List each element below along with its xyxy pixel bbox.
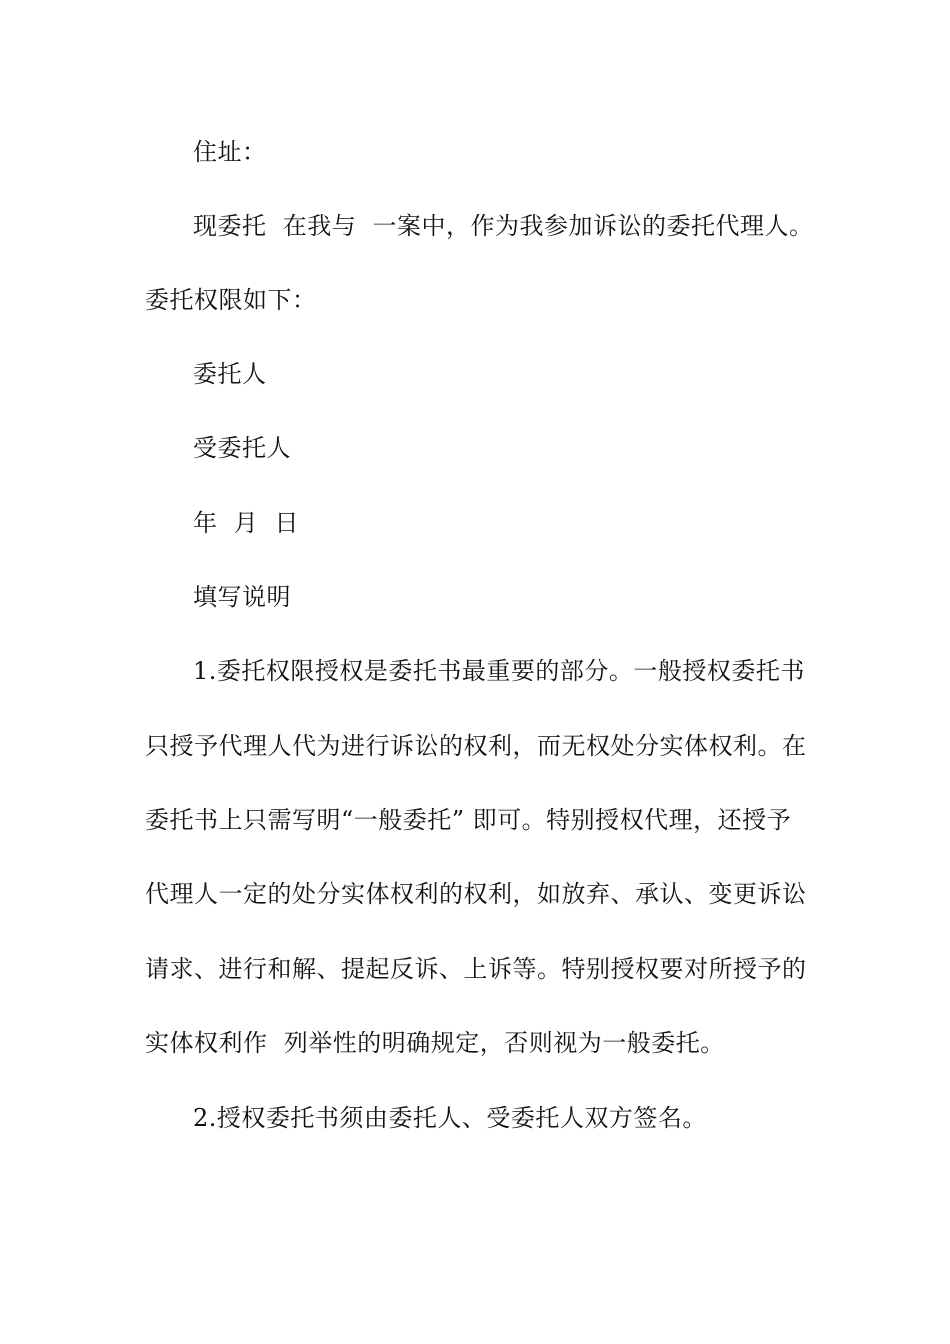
- instruction-1-line-4: 代理人一定的处分实体权利的权利，如放弃、承认、变更诉讼: [145, 880, 807, 908]
- instructions-heading: 填写说明: [193, 583, 291, 611]
- address-label: 住址：: [193, 138, 267, 166]
- entrustment-statement: 现委托 在我与 一案中，作为我参加诉讼的委托代理人。: [193, 212, 814, 240]
- agent-label: 受委托人: [193, 434, 291, 462]
- instruction-1-line-2: 只授予代理人代为进行诉讼的权利，而无权处分实体权利。在: [145, 732, 807, 760]
- instruction-2: 2.授权委托书须由委托人、受委托人双方签名。: [193, 1104, 707, 1132]
- date-line: 年 月 日: [193, 509, 300, 537]
- instruction-1-line-5: 请求、进行和解、提起反诉、上诉等。特别授权要对所授予的: [145, 955, 807, 983]
- instruction-1-line-1: 1.委托权限授权是委托书最重要的部分。一般授权委托书: [193, 657, 805, 685]
- instruction-1-line-6: 实体权利作 列举性的明确规定，否则视为一般委托。: [145, 1029, 725, 1057]
- principal-label: 委托人: [193, 360, 267, 388]
- instruction-1-line-3: 委托书上只需写明“一般委托” 即可。特别授权代理，还授予: [145, 806, 792, 834]
- authority-scope-label: 委托权限如下：: [145, 286, 317, 314]
